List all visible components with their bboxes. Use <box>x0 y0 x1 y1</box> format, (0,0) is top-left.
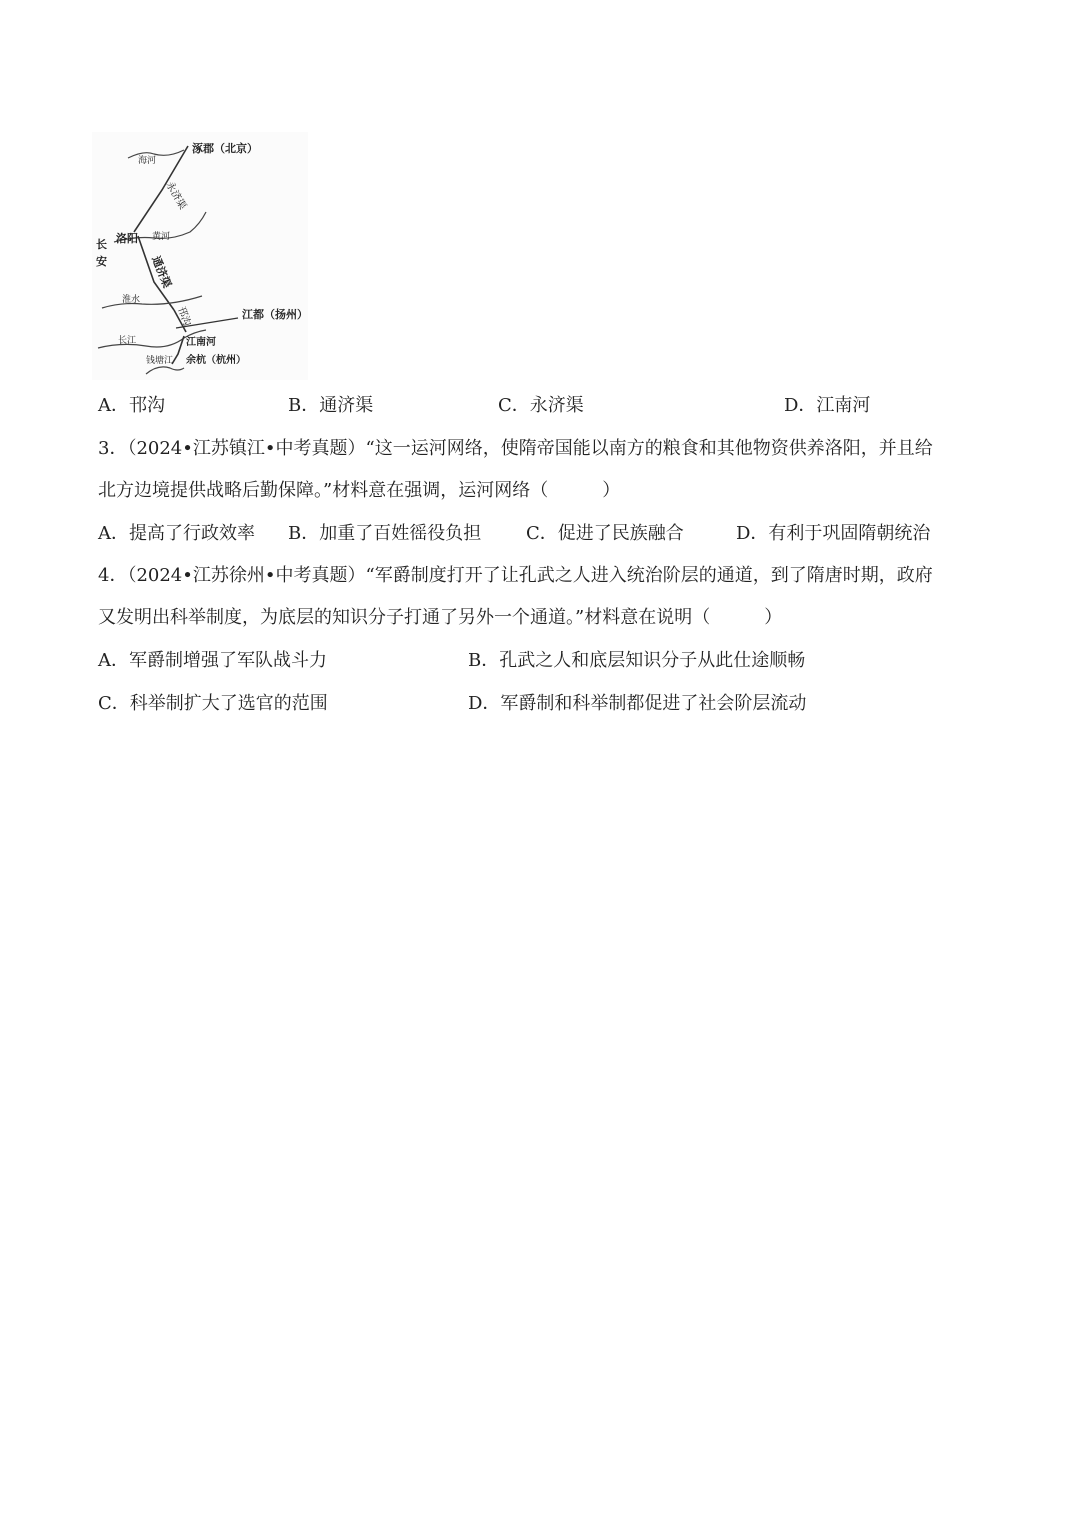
map-label-jiangdu: 江都（扬州） <box>242 308 308 321</box>
map-label-jiangnanhe: 江南河 <box>186 337 216 348</box>
q3-option-a: A．提高了行政效率 <box>98 523 255 544</box>
map-label-changjiang: 长江 <box>118 336 137 346</box>
q4-option-b: B．孔武之人和底层知识分子从此仕途顺畅 <box>468 650 806 671</box>
map-label-luoyang: 洛阳 <box>116 232 138 245</box>
map-label-qiantangjiang: 钱塘江 <box>146 356 174 366</box>
q2-option-b: B．通济渠 <box>288 395 374 416</box>
map-label-huanghe: 黄河 <box>152 232 171 242</box>
map-label-yuhang: 余杭（杭州） <box>186 355 246 366</box>
map-label-tongjiqu: 通济渠 <box>149 254 174 290</box>
q4-option-d: D．军爵制和科举制都促进了社会阶层流动 <box>468 693 807 714</box>
q3-option-d: D．有利于巩固隋朝统治 <box>736 523 931 544</box>
q2-option-c: C．永济渠 <box>498 395 584 416</box>
map-label-hangou: 邗沟 <box>175 305 193 328</box>
q3-stem-line-2: 北方边境提供战略后勤保障。”材料意在强调，运河网络（ ） <box>98 480 621 501</box>
map-label-changan-1: 长 <box>96 238 107 251</box>
q4-option-a: A．军爵制增强了军队战斗力 <box>98 650 327 671</box>
q3-stem-line-1: 3．（2024•江苏镇江•中考真题）“这一运河网络，使隋帝国能以南方的粮食和其他物资供养洛阳，并且给 <box>98 438 933 459</box>
map-label-huaishui: 淮水 <box>122 295 141 305</box>
q2-option-d: D．江南河 <box>784 395 871 416</box>
q4-option-c: C．科举制扩大了选官的范围 <box>98 693 328 714</box>
q2-option-a: A．邗沟 <box>98 395 165 416</box>
map-label-yongjiqu: 永济渠 <box>163 180 188 212</box>
q4-stem-line-2: 又发明出科举制度，为底层的知识分子打通了另外一个通道。”材料意在说明（ ） <box>98 607 783 628</box>
map-label-haihe: 海河 <box>138 156 157 166</box>
canal-map <box>92 132 308 380</box>
map-label-zhuojun: 涿郡（北京） <box>192 142 258 155</box>
canal-map-svg <box>92 132 308 380</box>
map-label-changan-2: 安 <box>96 255 107 268</box>
q3-option-b: B．加重了百姓徭役负担 <box>288 523 482 544</box>
q3-option-c: C．促进了民族融合 <box>526 523 684 544</box>
q4-stem-line-1: 4．（2024•江苏徐州•中考真题）“军爵制度打开了让孔武之人进入统治阶层的通道，到了隋唐时期，政府 <box>98 565 933 586</box>
